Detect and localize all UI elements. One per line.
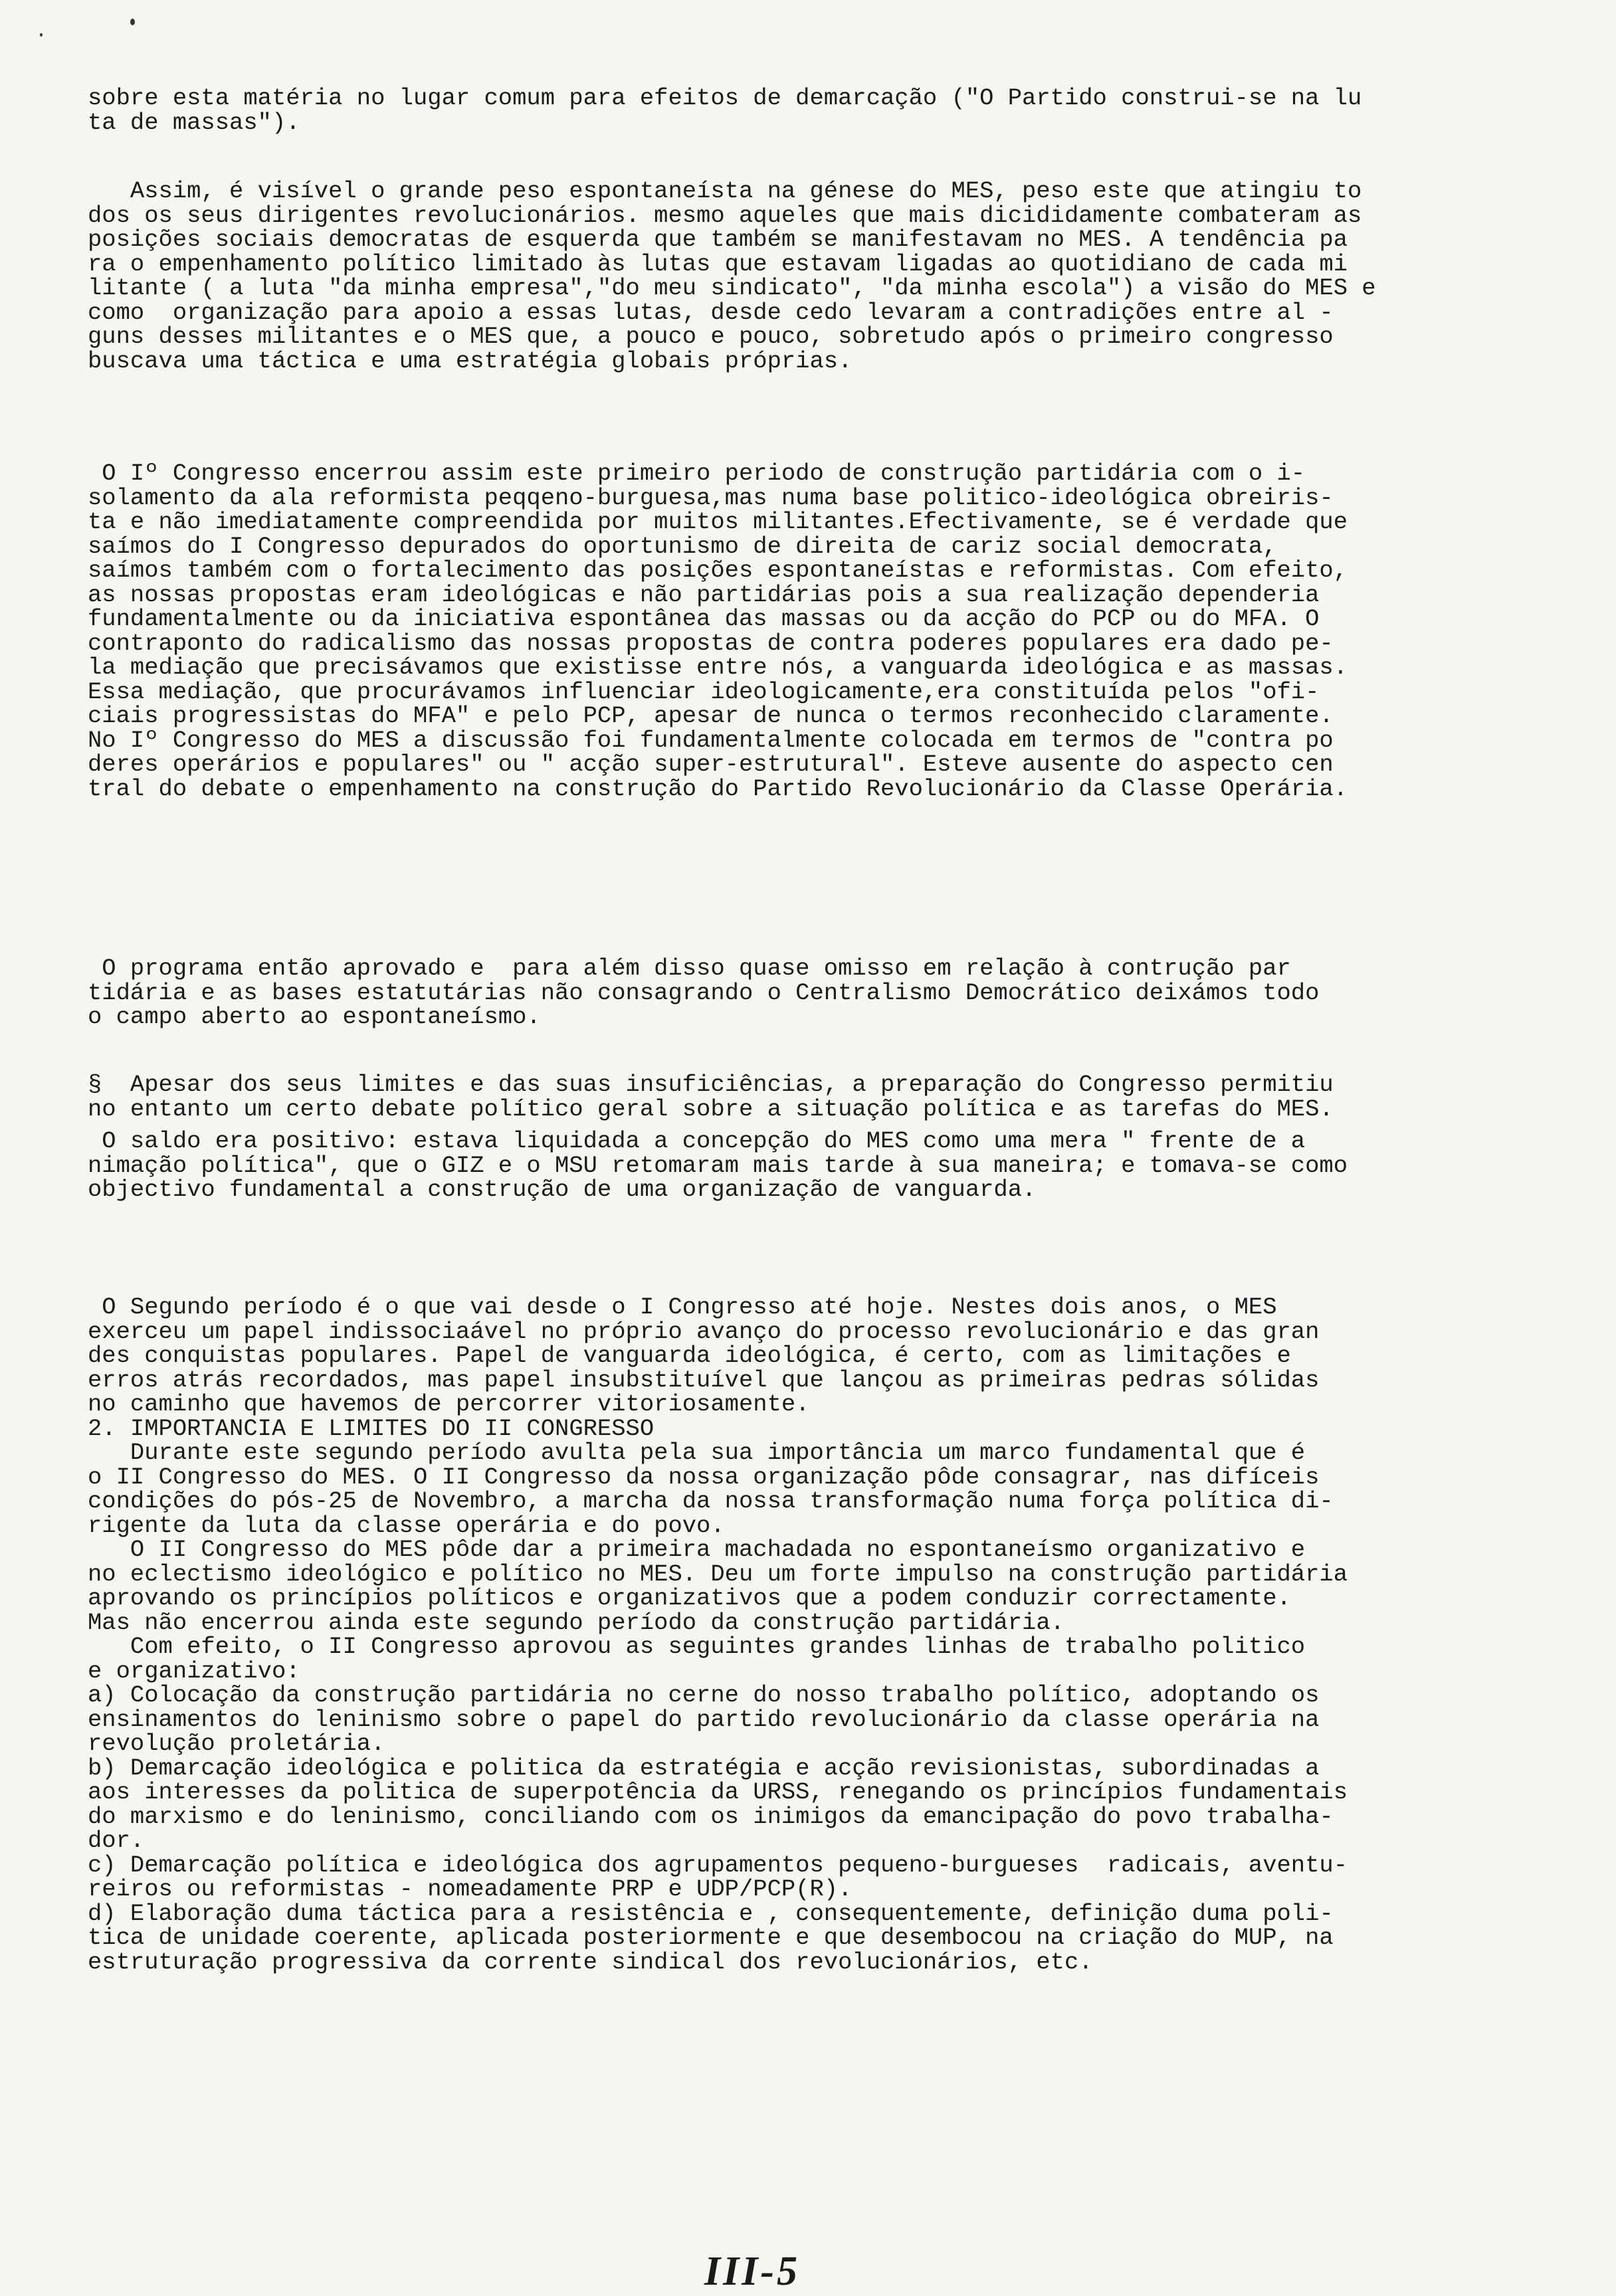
text-line: ta e não imediatamente compreendida por muitos militantes.Efectivamente, se é verdade que (88, 508, 1348, 535)
text-line: rigente da luta da classe operária e do povo. (88, 1511, 725, 1539)
text-line: estruturação progressiva da corrente sindical dos revolucionários, etc. (88, 1948, 1093, 1976)
text-line: O programa então aprovado e para além disso quase omisso em relação à contrução par (88, 955, 1291, 982)
text-line: aprovando os princípios políticos e organizativos que a podem conduzir correctamente. (88, 1584, 1291, 1612)
text-line: exerceu um papel indissociaável no próprio avanço do processo revolucionário e das gran (88, 1317, 1320, 1345)
text-line: o campo aberto ao espontaneísmo. (88, 1003, 541, 1030)
text-line: ra o empenhamento político limitado às lutas que estavam ligadas ao quotidiano de cada mi (88, 250, 1348, 278)
text-line: como organização para apoio a essas lutas, desde cedo levaram a contradições entre al - (88, 298, 1334, 326)
text-line: guns desses militantes e o MES que, a pouco e pouco, sobretudo após o primeiro congresso (88, 323, 1334, 350)
text-line: buscava uma táctica e uma estratégia globais próprias. (88, 347, 853, 375)
text-line: saímos também com o fortalecimento das posições espontaneístas e reformistas. Com efeito, (88, 557, 1348, 584)
paragraph-espontaneismo (88, 179, 1583, 373)
text-line: O saldo era positivo: estava liquidada a concepção do MES como uma mera " frente de a (88, 1127, 1306, 1155)
text-line: deres operários e populares" ou " acção super-estrutural". Esteve ausente do aspecto cen (88, 751, 1334, 778)
paragraph-apesar (88, 1073, 1583, 1121)
text-line: la mediação que precisávamos que existisse entre nós, a vanguarda ideológica e as massas. (88, 654, 1348, 681)
text-line: contraponto do radicalismo das nossas propostas de contra poderes populares era dado pe- (88, 629, 1334, 657)
text-line: no eclectismo ideológico e político no MES. Deu um forte impulso na construção partidária (88, 1560, 1348, 1588)
text-line: Assim, é visível o grande peso espontaneísta na génese do MES, peso este que atingiu to (88, 177, 1362, 205)
text-line: sobre esta matéria no lugar comum para efeitos de demarcação ("O Partido construi-se na lu (88, 84, 1362, 112)
text-line: do marxismo e do leninismo, conciliando com os inimigos da emancipação do povo trabalha- (88, 1802, 1334, 1830)
text-line: b) Demarcação ideológica e politica da estratégia e acção revisionistas, subordinadas a (88, 1754, 1320, 1782)
text-line: aos interesses da politica de superpotência da URSS, renegando os princípios fundamentais (88, 1778, 1348, 1806)
text-line: dos os seus dirigentes revolucionários. mesmo aqueles que mais dicididamente combateram as (88, 201, 1362, 229)
text-line: revolução proletária. (88, 1730, 385, 1757)
text-line: condições do pós-25 de Novembro, a marcha da nossa transformação numa força política di- (88, 1487, 1334, 1515)
text-line: O Iº Congresso encerrou assim este primeiro periodo de construção partidária com o i- (88, 460, 1306, 487)
text-line: Essa mediação, que procurávamos influenciar ideologicamente,era constituída pelos "ofi- (88, 678, 1320, 706)
text-line: no entanto um certo debate político geral sobre a situação política e as tarefas do MES. (88, 1095, 1334, 1123)
text-line: § Apesar dos seus limites e das suas insuficiências, a preparação do Congresso permitiu (88, 1071, 1334, 1098)
text-line: e organizativo: (88, 1657, 300, 1685)
text-line: erros atrás recordados, mas papel insubstituível que lançou as primeiras pedras sólidas (88, 1366, 1320, 1394)
text-line: a) Colocação da construção partidária no cerne do nosso trabalho político, adoptando os (88, 1681, 1320, 1709)
text-line: litante ( a luta "da minha empresa","do meu sindicato", "da minha escola") a visão do MES e (88, 274, 1376, 302)
text-line: no caminho que havemos de percorrer vitoriosamente. (88, 1390, 810, 1418)
text-line: nimação política", que o GIZ e o MSU retomaram mais tarde à sua maneira; e tomava-se como (88, 1151, 1348, 1179)
text-line: Com efeito, o II Congresso aprovou as seguintes grandes linhas de trabalho politico (88, 1633, 1306, 1660)
text-line: O II Congresso do MES pôde dar a primeira machadada no espontaneísmo organizativo e (88, 1536, 1306, 1563)
text-line: o II Congresso do MES. O II Congresso da nossa organização pôde consagrar, nas difíceis (88, 1463, 1320, 1491)
text-line: des conquistas populares. Papel de vanguarda ideológica, é certo, com as limitações e (88, 1342, 1291, 1369)
text-line: objectivo fundamental a construção de uma organização de vanguarda. (88, 1176, 1037, 1203)
text-line: Durante este segundo período avulta pela sua importância um marco fundamental que é (88, 1439, 1306, 1466)
paragraph-segundo-periodo (88, 1295, 1583, 1974)
text-line: tral do debate o empenhamento na construção do Partido Revolucionário da Classe Operária. (88, 775, 1348, 803)
text-line: tidária e as bases estatutárias não consagrando o Centralismo Democrático deixámos todo (88, 979, 1320, 1006)
text-line: solamento da ala reformista peqqeno-burguesa,mas numa base politico-ideológica obreiris- (88, 484, 1334, 512)
ink-speck (130, 19, 135, 25)
text-line: ensinamentos do leninismo sobre o papel do partido revolucionário da classe operária na (88, 1705, 1320, 1733)
text-line: 2. IMPORTANCIA E LIMITES DO II CONGRESSO (88, 1414, 655, 1442)
text-line: c) Demarcação política e ideológica dos agrupamentos pequeno-burgueses radicais, aventu- (88, 1851, 1348, 1879)
text-line: dor. (88, 1827, 145, 1854)
paragraph-primeiro-congresso (88, 462, 1583, 801)
text-line: reiros ou reformistas - nomeadamente PRP e UDP/PCP(R). (88, 1875, 853, 1903)
text-line: as nossas propostas eram ideológicas e não partidárias pois a sua realização dependeria (88, 581, 1320, 609)
text-line: tica de unidade coerente, aplicada posteriormente e que desembocou na criação do MUP, na (88, 1924, 1334, 1951)
paragraph-intro-continuation (88, 86, 1583, 135)
text-line: Mas não encerrou ainda este segundo período da construção partidária. (88, 1608, 1064, 1636)
text-line: No Iº Congresso do MES a discussão foi fundamentalmente colocada em termos de "contra po (88, 726, 1334, 754)
text-line: fundamentalmente ou da iniciativa espontânea das massas ou da acção do PCP ou do MFA. O (88, 605, 1320, 632)
text-line: posições sociais democratas de esquerda que também se manifestavam no MES. A tendência pa (88, 226, 1348, 253)
text-line: ciais progressistas do MFA" e pelo PCP, apesar de nunca o termos reconhecido claramente. (88, 702, 1334, 729)
paragraph-saldo (88, 1129, 1583, 1202)
page-number: III-5 (704, 2249, 801, 2294)
text-line: saímos do I Congresso depurados do oportunismo de direita de cariz social democrata, (88, 532, 1277, 560)
ink-speck (40, 33, 43, 37)
text-line: ta de massas"). (88, 108, 300, 136)
text-line: d) Elaboração duma táctica para a resistência e , consequentemente, definição duma poli- (88, 1899, 1334, 1927)
paragraph-programa (88, 957, 1583, 1030)
text-line: O Segundo período é o que vai desde o I Congresso até hoje. Nestes dois anos, o MES (88, 1293, 1277, 1321)
